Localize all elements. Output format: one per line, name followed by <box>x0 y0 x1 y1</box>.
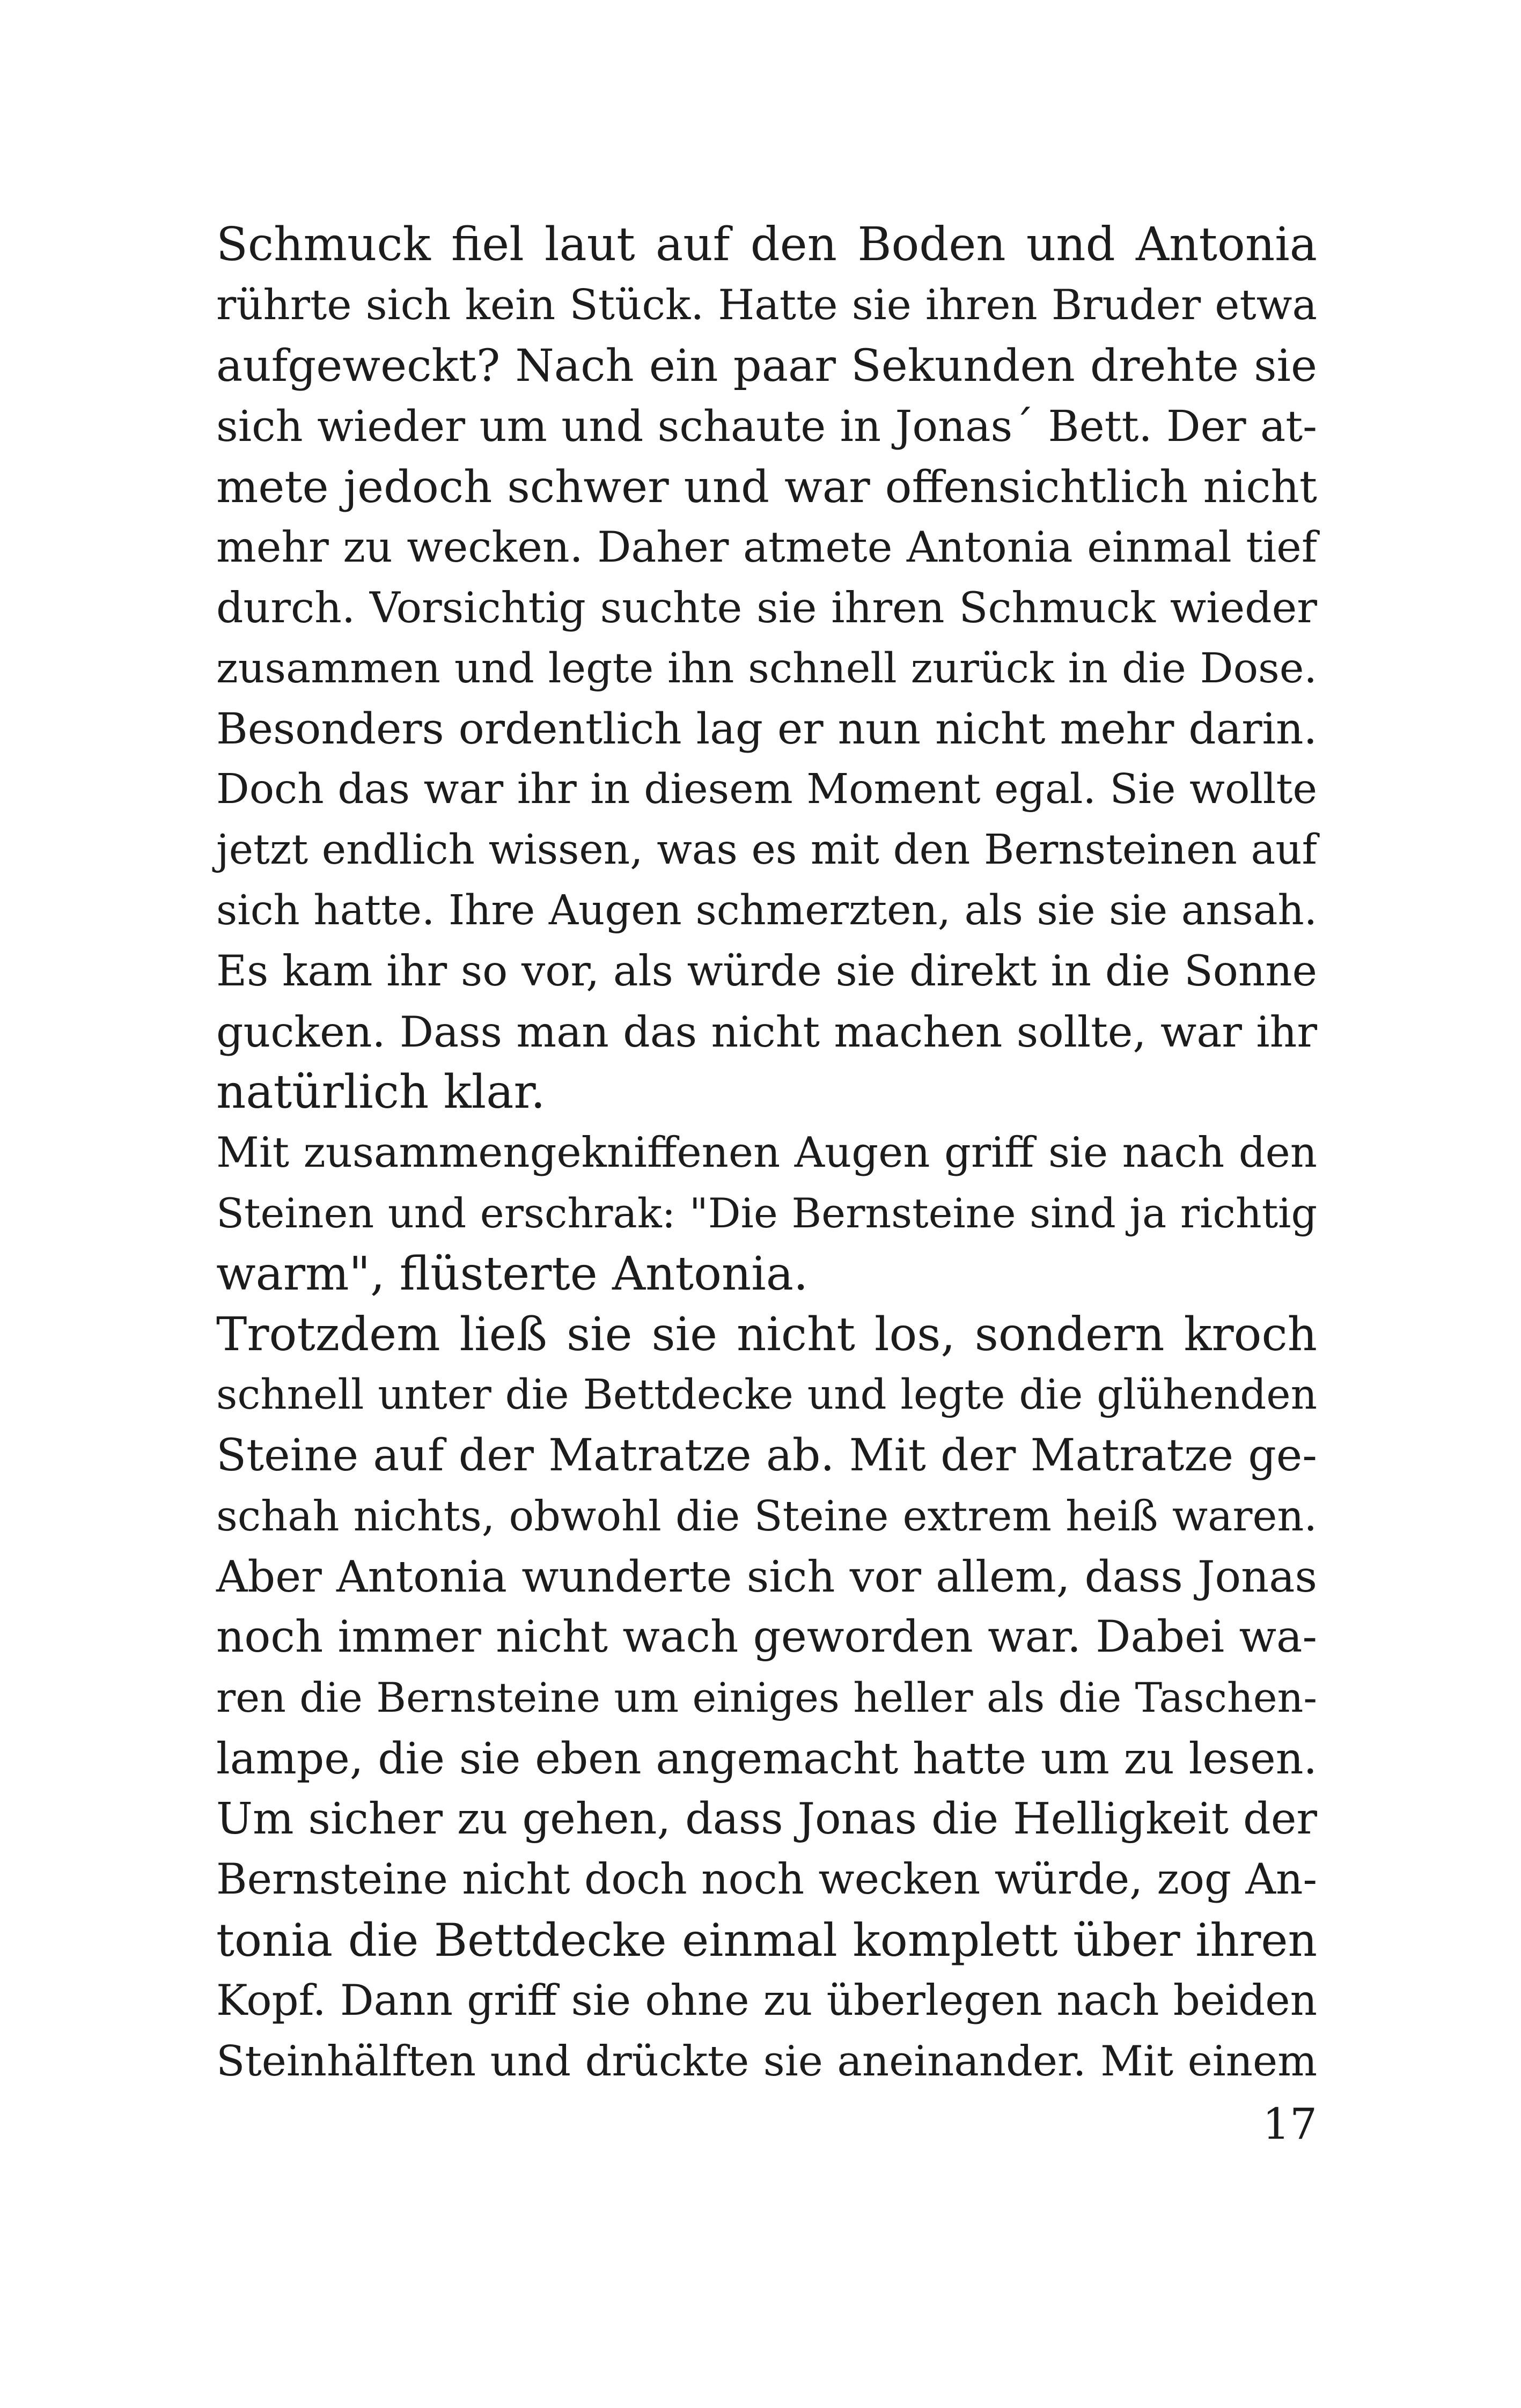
text-line: Bernsteine nicht doch noch wecken würde, zog An- <box>216 1855 1317 1904</box>
text-line: aufgeweckt? Nach ein paar Sekunden drehte sie <box>216 339 1317 392</box>
text-line: Kopf. Dann griff sie ohne zu überlegen nach beiden <box>216 1976 1317 2025</box>
text-line: mehr zu wecken. Daher atmete Antonia einmal tief <box>216 522 1317 572</box>
page-number: 17 <box>1262 2099 1317 2149</box>
text-line: Besonders ordentlich lag er nun nicht mehr darin. <box>216 704 1317 754</box>
text-line: schah nichts, obwohl die Steine extrem heiß waren. <box>216 1492 1317 1541</box>
text-line: gucken. Dass man das nicht machen sollte, war ihr <box>216 1007 1317 1057</box>
text-line: Doch das war ihr in diesem Moment egal. Sie wollte <box>216 765 1317 814</box>
text-line: zusammen und legte ihn schnell zurück in die Dose. <box>216 644 1317 693</box>
text-line: sich hatte. Ihre Augen schmerzten, als sie sie ansah. <box>216 886 1317 934</box>
text-line: warm", flüsterte Antonia. <box>216 1247 809 1301</box>
text-line: Mit zusammengekniffenen Augen griff sie nach den <box>216 1129 1317 1177</box>
text-line: Trotzdem ließ sie sie nicht los, sondern kroch <box>216 1308 1317 1362</box>
text-line: Steinen und erschrak: "Die Bernsteine sind ja richtig <box>216 1190 1317 1238</box>
text-line: Steinhälften und drückte sie aneinander. Mit einem <box>216 2037 1317 2086</box>
text-line: tonia die Bettdecke einmal komplett über ihren <box>216 1913 1317 1967</box>
text-line: Steine auf der Matratze ab. Mit der Matratze ge- <box>216 1430 1317 1481</box>
body-text <box>216 215 1317 2092</box>
text-line: Es kam ihr so vor, als würde sie direkt in die Sonne <box>216 946 1317 996</box>
text-line: natürlich klar. <box>216 1065 546 1120</box>
text-line: ren die Bernsteine um einiges heller als die Taschen- <box>216 1674 1317 1722</box>
text-line: durch. Vorsichtig suchte sie ihren Schmuck wieder <box>216 583 1317 633</box>
text-line: lampe, die sie eben angemacht hatte um zu lesen. <box>216 1733 1317 1784</box>
text-line: noch immer nicht wach geworden war. Dabei wa- <box>216 1612 1317 1663</box>
text-line: Schmuck fiel laut auf den Boden und Antonia <box>216 218 1317 271</box>
text-line: jetzt endlich wissen, was es mit den Bernsteinen auf <box>216 826 1317 874</box>
text-line: mete jedoch schwer und war offensichtlich nicht <box>216 460 1317 513</box>
text-line: rührte sich kein Stück. Hatte sie ihren Bruder etwa <box>216 281 1317 329</box>
text-line: schnell unter die Bettdecke und legte die glühenden <box>216 1371 1317 1419</box>
text-line: Aber Antonia wunderte sich vor allem, dass Jonas <box>216 1551 1317 1602</box>
text-line: sich wieder um und schaute in Jonas´ Bett. Der at- <box>216 401 1317 451</box>
text-line: Um sicher zu gehen, dass Jonas die Helligkeit der <box>216 1794 1317 1845</box>
